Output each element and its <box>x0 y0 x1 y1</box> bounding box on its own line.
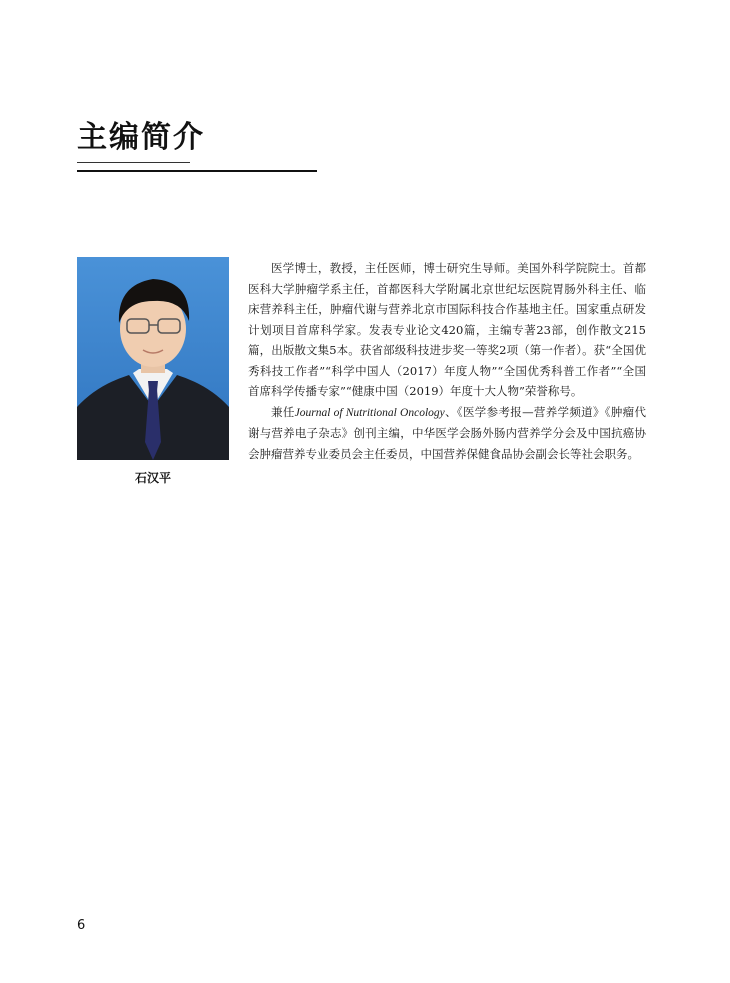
portrait-caption: 石汉平 <box>134 471 171 485</box>
title-underline-thin <box>77 162 190 163</box>
bio-p2-rest: 、《医学参考报—营养学频道》《肿瘤代谢与营养电子杂志》创刊主编，中华医学会肠外肠内营养学分会及中国抗癌协会肿瘤营养专业委员会主任委员，中国营养保健食品协会副会长等社会职务。 <box>248 404 647 461</box>
bio-paragraph-1: 医学博士，教授，主任医师，博士研究生导师。美国外科学院院士。首都医科大学肿瘤学系主任，首都医科大学附属北京世纪坛医院胃肠外科主任、临床营养科主任，肿瘤代谢与营养北京市国际科技合作基地主任。国家重点研发计划项目首席科学家。发表专业论文420篇，主编专著23部，创作散文215篇，出版散文集5本。获省部级科技进步奖一等奖2项（第一作者）。获“全国优秀科技工作者”“科学中国人（2017）年度人物”“全国优秀科普工作者”“全国首席科学传播专家”“健康中国（2019）年度十大人物”荣誉称号。 <box>248 261 646 398</box>
page-title: 主编简介 <box>77 120 205 155</box>
title-underline-thick <box>77 170 317 172</box>
bio-p2-prefix: 兼任 <box>271 404 295 419</box>
journal-title: Journal of Nutritional Oncology <box>294 406 445 419</box>
page-number: 6 <box>77 918 86 933</box>
bio-paragraph-2 <box>248 402 646 465</box>
editor-portrait <box>77 257 229 460</box>
biography-text <box>248 258 646 464</box>
